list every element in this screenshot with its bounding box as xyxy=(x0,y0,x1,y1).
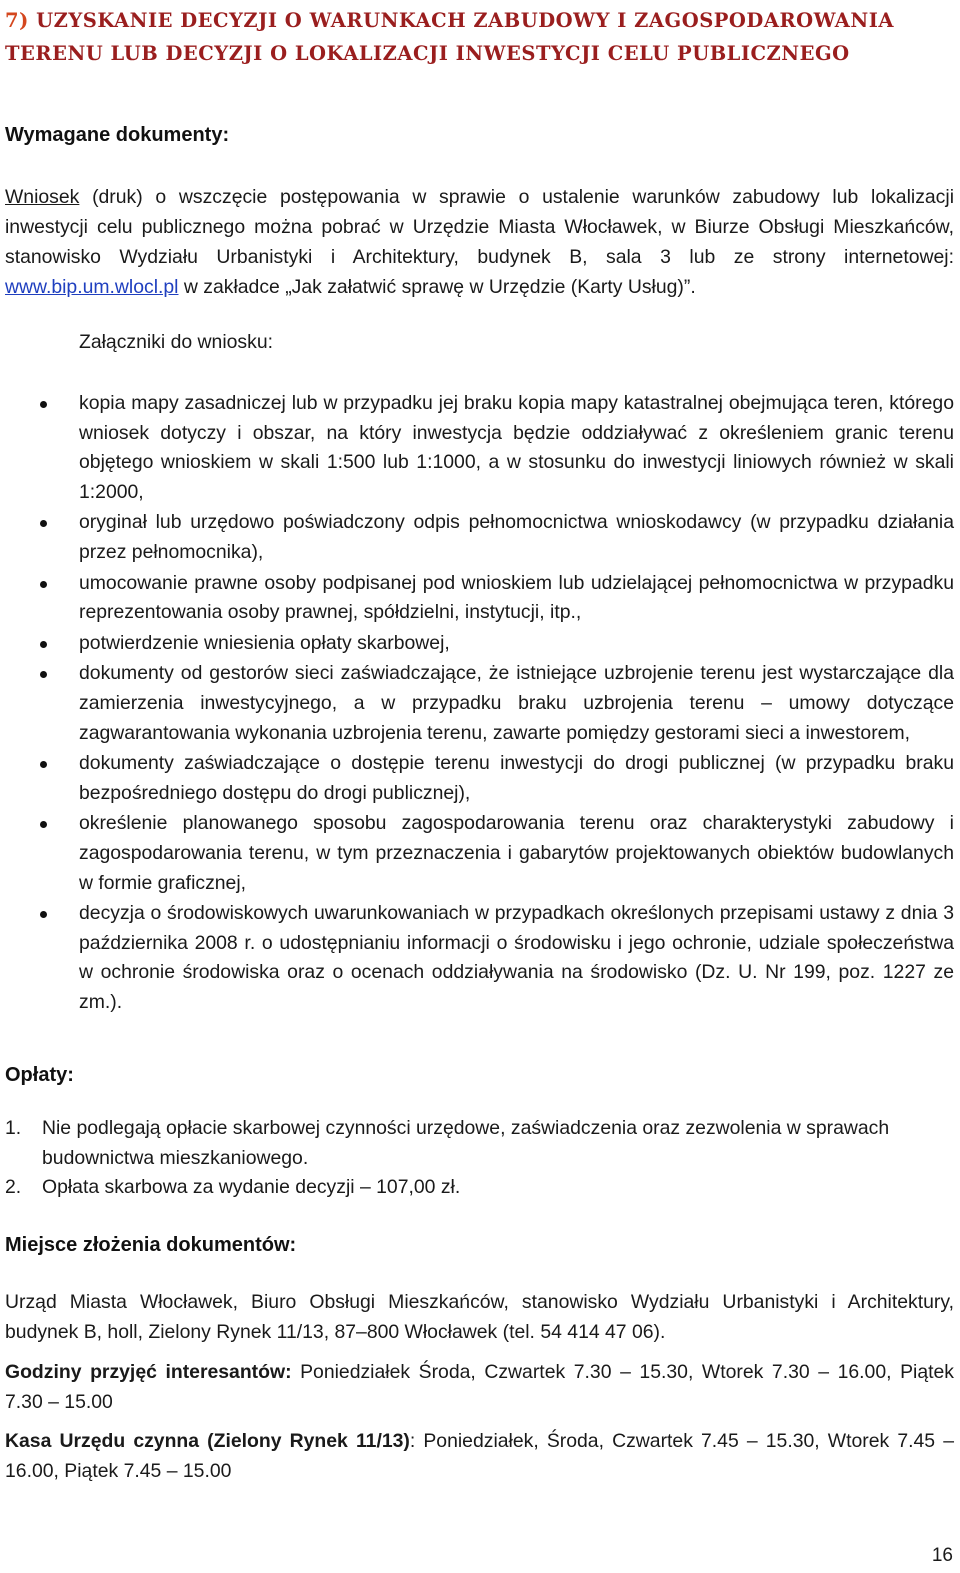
bullet-icon xyxy=(40,911,47,918)
fee-item: 2. Opłata skarbowa za wydanie decyzji – 107,00 zł. xyxy=(5,1176,461,1198)
section-number: 7) xyxy=(5,9,29,32)
bullet-icon xyxy=(40,821,47,828)
bullet-icon xyxy=(40,641,47,648)
section-heading xyxy=(5,4,955,70)
cash-label: Kasa Urzędu czynna (Zielony Rynek 11/13) xyxy=(5,1430,410,1452)
attachment-item: umocowanie prawne osoby podpisanej pod wnioskiem lub udzielającej pełnomocnictwa w przypadku reprezentowania osoby prawnej, spółdzielni, instytucji, itp., xyxy=(0,569,954,628)
attachments-title: Załączniki do wniosku: xyxy=(79,331,273,353)
section-title: UZYSKANIE DECYZJI O WARUNKACH ZABUDOWY I ZAGOSPODAROWANIA TERENU LUB DECYZJI O LOKALIZACJI INWESTYCJI CELU PUBLICZNEGO xyxy=(5,9,895,65)
cash-text: : Poniedziałek, Środa, Czwartek 7.45 – 15.30, Wtorek 7.45 – 16.00, Piątek 7.45 – 15.00 xyxy=(5,1430,954,1482)
attachment-item: dokumenty od gestorów sieci zaświadczające, że istniejące uzbrojenie terenu jest wystarczające dla zamierzenia inwestycyjnego, a w przypadku braku uzbrojenia terenu – umowy dotyczące zagwarantowania wykonania uzbrojenia terenu, zawarte pomiędzy gestorami sieci a inwestorem, xyxy=(0,659,954,748)
attachment-item: decyzja o środowiskowych uwarunkowaniach w przypadkach określonych przepisami ustawy z dnia 3 października 2008 r. o udostępnianiu informacji o środowisku i jego ochronie, udziale społeczeństwa w ochronie środowiska oraz o ocenach oddziaływania na środowisko (Dz. U. Nr 199, poz. 1227 ze zm.). xyxy=(0,899,954,1017)
application-text-a: (druk) o wszczęcie postępowania w sprawie o ustalenie warunków zabudowy lub lokalizacji inwestycji celu publicznego można pobrać w Urzędzie Miasta Włocławek, w Biurze Obsługi Mieszkańców, stanowisko Wydziału Urbanistyki i Architektury, budynek B, sala 3 lub ze strony internetowej: xyxy=(5,186,954,268)
attachment-item: oryginał lub urzędowo poświadczony odpis pełnomocnictwa wnioskodawcy (w przypadku działania przez pełnomocnika), xyxy=(0,508,954,567)
place-text: Urząd Miasta Włocławek, Biuro Obsługi Mieszkańców, stanowisko Wydziału Urbanistyki i Architektury, budynek B, holl, Zielony Rynek 11/13, 87–800 Włocławek (tel. 54 414 47 06). xyxy=(5,1291,954,1343)
hours-paragraph xyxy=(5,1357,954,1417)
required-documents-title: Wymagane dokumenty: xyxy=(5,124,230,146)
bullet-icon xyxy=(40,401,47,408)
attachment-item: dokumenty zaświadczające o dostępie terenu inwestycji do drogi publicznej (w przypadku braku bezpośredniego dostępu do drogi publicznej), xyxy=(0,749,954,808)
attachment-item: potwierdzenie wniesienia opłaty skarbowej, xyxy=(0,629,954,659)
attachment-item: określenie planowanego sposobu zagospodarowania terenu oraz charakterystyki zabudowy i zagospodarowania terenu, w tym przeznaczenia i gabarytów projektowanych obiektów budowlanych w formie graficznej, xyxy=(0,809,954,898)
attachment-item: kopia mapy zasadniczej lub w przypadku jej braku kopia mapy katastralnej obejmująca teren, którego wniosek dotyczy i obszar, na który inwestycja będzie oddziaływać z określeniem granic terenu objętego wnioskiem w skali 1:500 lub 1:1000, a w stosunku do inwestycji liniowych również w skali 1:2000, xyxy=(0,389,954,507)
fees-list xyxy=(5,1114,955,1203)
place-title: Miejsce złożenia dokumentów: xyxy=(5,1234,297,1256)
bullet-icon xyxy=(40,581,47,588)
application-link[interactable]: Wniosek xyxy=(5,186,80,208)
attachments-list xyxy=(0,389,960,1018)
bullet-icon xyxy=(40,671,47,678)
bullet-icon xyxy=(40,761,47,768)
application-text-b: w zakładce „Jak załatwić sprawę w Urzędzie (Karty Usług)”. xyxy=(178,276,696,298)
page-number: 16 xyxy=(931,1545,953,1566)
cash-paragraph xyxy=(5,1426,954,1486)
bip-url-link[interactable]: www.bip.um.wlocl.pl xyxy=(5,276,179,298)
bullet-icon xyxy=(40,520,47,527)
hours-text: Poniedziałek Środa, Czwartek 7.30 – 15.30, Wtorek 7.30 – 16.00, Piątek 7.30 – 15.00 xyxy=(5,1361,954,1413)
application-paragraph xyxy=(5,182,954,302)
fee-item: 1. Nie podlegają opłacie skarbowej czynności urzędowe, zaświadczenia oraz zezwolenia w sprawach budownictwa mieszkaniowego. xyxy=(5,1117,890,1169)
hours-label: Godziny przyjęć interesantów: xyxy=(5,1361,292,1383)
fees-title: Opłaty: xyxy=(5,1064,74,1086)
